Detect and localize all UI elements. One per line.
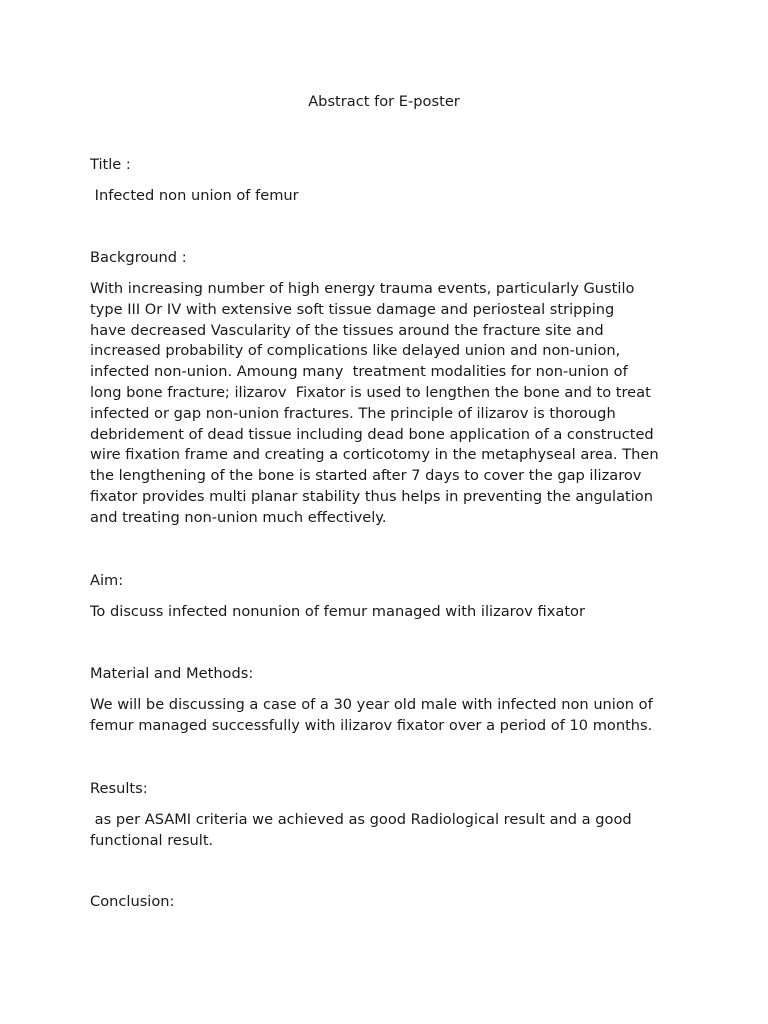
methods-paragraph	[90, 695, 686, 737]
background-line: increased probability of complications like delayed union and non-union,	[90, 342, 621, 360]
background-line: have decreased Vascularity of the tissues around the fracture site and	[90, 321, 604, 339]
background-line: With increasing number of high energy trauma events, particularly Gustilo	[90, 280, 635, 297]
background-line: long bone fracture; ilizarov Fixator is used to lengthen the bone and to treat	[90, 383, 651, 401]
results-line: functional result.	[90, 831, 214, 849]
methods-line: femur managed successfully with ilizarov fixator over a period of 10 months.	[90, 716, 653, 734]
document-title: Abstract for E-poster	[308, 93, 460, 110]
methods-line: We will be discussing a case of a 30 year old male with infected non union of	[90, 696, 653, 713]
results-heading: Results:	[90, 780, 148, 797]
aim-heading: Aim:	[90, 572, 124, 589]
background-paragraph	[90, 279, 686, 529]
conclusion-heading: Conclusion:	[90, 893, 175, 910]
background-line: infected non-union. Amoung many treatment modalities for non-union of	[90, 363, 628, 381]
background-line: debridement of dead tissue including dead bone application of a constructed	[90, 425, 654, 443]
background-line: type III Or IV with extensive soft tissue damage and periosteal stripping	[90, 300, 615, 318]
methods-heading: Material and Methods:	[90, 665, 254, 682]
results-line: as per ASAMI criteria we achieved as good Radiological result and a good	[90, 811, 632, 828]
background-line: the lengthening of the bone is started after 7 days to cover the gap ilizarov	[90, 467, 642, 485]
background-line: and treating non-union much effectively.	[90, 508, 387, 526]
background-line: fixator provides multi planar stability thus helps in preventing the angulation	[90, 487, 653, 505]
title-text: Infected non union of femur	[90, 187, 299, 204]
background-line: wire fixation frame and creating a corticotomy in the metaphyseal area. Then	[90, 446, 659, 464]
results-paragraph	[90, 810, 686, 852]
aim-text: To discuss infected nonunion of femur managed with ilizarov fixator	[90, 603, 585, 620]
background-line: infected or gap non-union fractures. The principle of ilizarov is thorough	[90, 404, 616, 422]
background-heading: Background :	[90, 249, 187, 266]
title-heading: Title :	[90, 156, 131, 173]
